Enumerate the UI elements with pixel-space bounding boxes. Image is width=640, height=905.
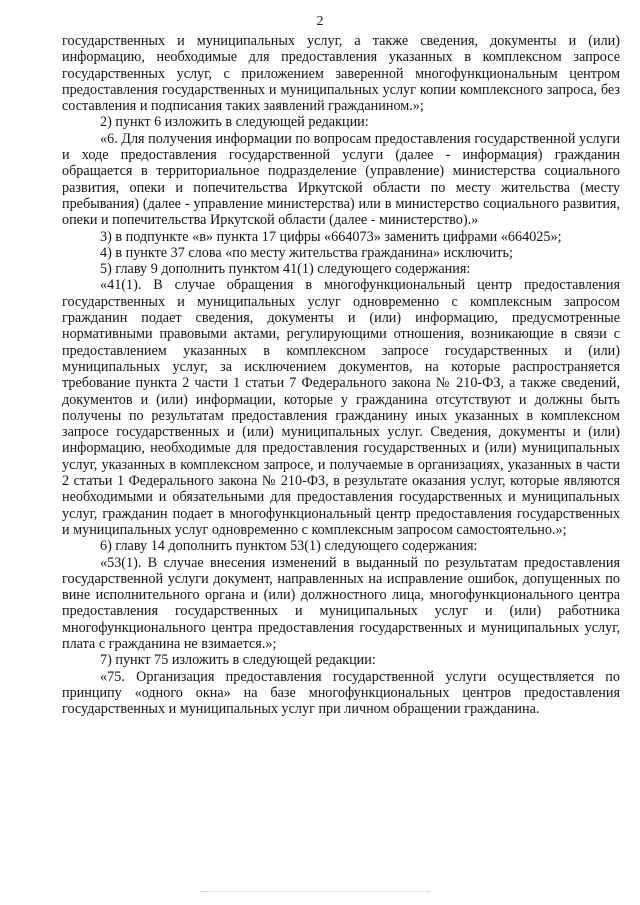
paragraph-item-3: 3) в подпункте «в» пункта 17 цифры «664073» заменить цифрами «664025»; [100,228,562,245]
paragraph-clause-75: «75. Организация предоставления государственной услуги осуществляется по принципу «одного окна» на базе многофункциональных центров предоставления государственных и муниципальных услуг при личном обращении гражданина. [62,668,620,718]
paragraph-item-7: 7) пункт 75 изложить в следующей редакции: [100,652,376,669]
paragraph-item-2: 2) пункт 6 изложить в следующей редакции: [100,114,369,131]
paragraph-clause-53-1: «53(1). В случае внесения изменений в выданный по результатам предоставления государственной услуги документ, направленных на исправление ошибок, допущенных по вине исполнительного органа и (или) должностного лица, многофункционального центра предоставления государственных и муниципальных услуг и (или) работника многофункционального центра предоставления государственных и муниципальных услуг, плата с гражданина не взимается.»; [62,554,620,652]
page-number: 2 [316,14,324,29]
paragraph-item-6: 6) главу 14 дополнить пунктом 53(1) следующего содержания: [100,538,478,555]
document-body [62,33,620,717]
paragraph-item-4: 4) в пункте 37 слова «по месту жительства гражданина» исключить; [100,244,513,261]
paragraph-clause-6: «6. Для получения информации по вопросам предоставления государственной услуги и ходе предоставления государственной услуги (далее - информация) гражданин обращается в территориальное подразделение (управление) министерства социального развития, опеки и попечительства Иркутской области по месту жительства (месту пребывания) (далее - управление министерства) или в министерство социального развития, опеки и попечительства Иркутской области (далее - министерство).» [62,130,620,229]
paragraph-item-5: 5) главу 9 дополнить пунктом 41(1) следующего содержания: [100,261,471,278]
paragraph-clause-41-1: «41(1). В случае обращения в многофункциональный центр предоставления государственных и муниципальных услуг одновременно с комплексным запросом гражданин подает сведения, документы и (или) информацию, предусмотренные нормативными правовыми актами, регулирующими отношения, возникающие в связи с предоставлением указанных в комплексном запросе государственных и (или) муниципальных услуг, за исключением документов, на которые распространяется требование пункта 2 части 1 статьи 7 Федерального закона № 210-ФЗ, а также сведений, документов и (или) информации, которые у гражданина отсутствуют и должны быть получены по результатам предоставления гражданину иных указанных в комплексном запросе государственных и (или) муниципальных услуг. Сведения, документы и (или) информацию, необходимые для предоставления государственных и (или) муниципальных услуг, указанных в комплексном запросе, и получаемые в организациях, указанных в части 2 статьи 1 Федерального закона № 210-ФЗ, в результате оказания услуг, которые являются необходимыми и обязательными для предоставления государственных и муниципальных услуг, гражданин подает в многофункциональный центр предоставления государственных и муниципальных услуг одновременно с комплексным запросом самостоятельно.»; [62,277,620,538]
paragraph-continuation: государственных и муниципальных услуг, а также сведения, документы и (или) информацию, необходимые для предоставления указанных в комплексном запросе государственных услуг, с приложением заверенной многофункциональным центром предоставления государственных и муниципальных услуг копии комплексного запроса, без составления и подписания таких заявлений гражданином.»; [62,33,620,115]
scan-artifact-line [200,891,430,893]
